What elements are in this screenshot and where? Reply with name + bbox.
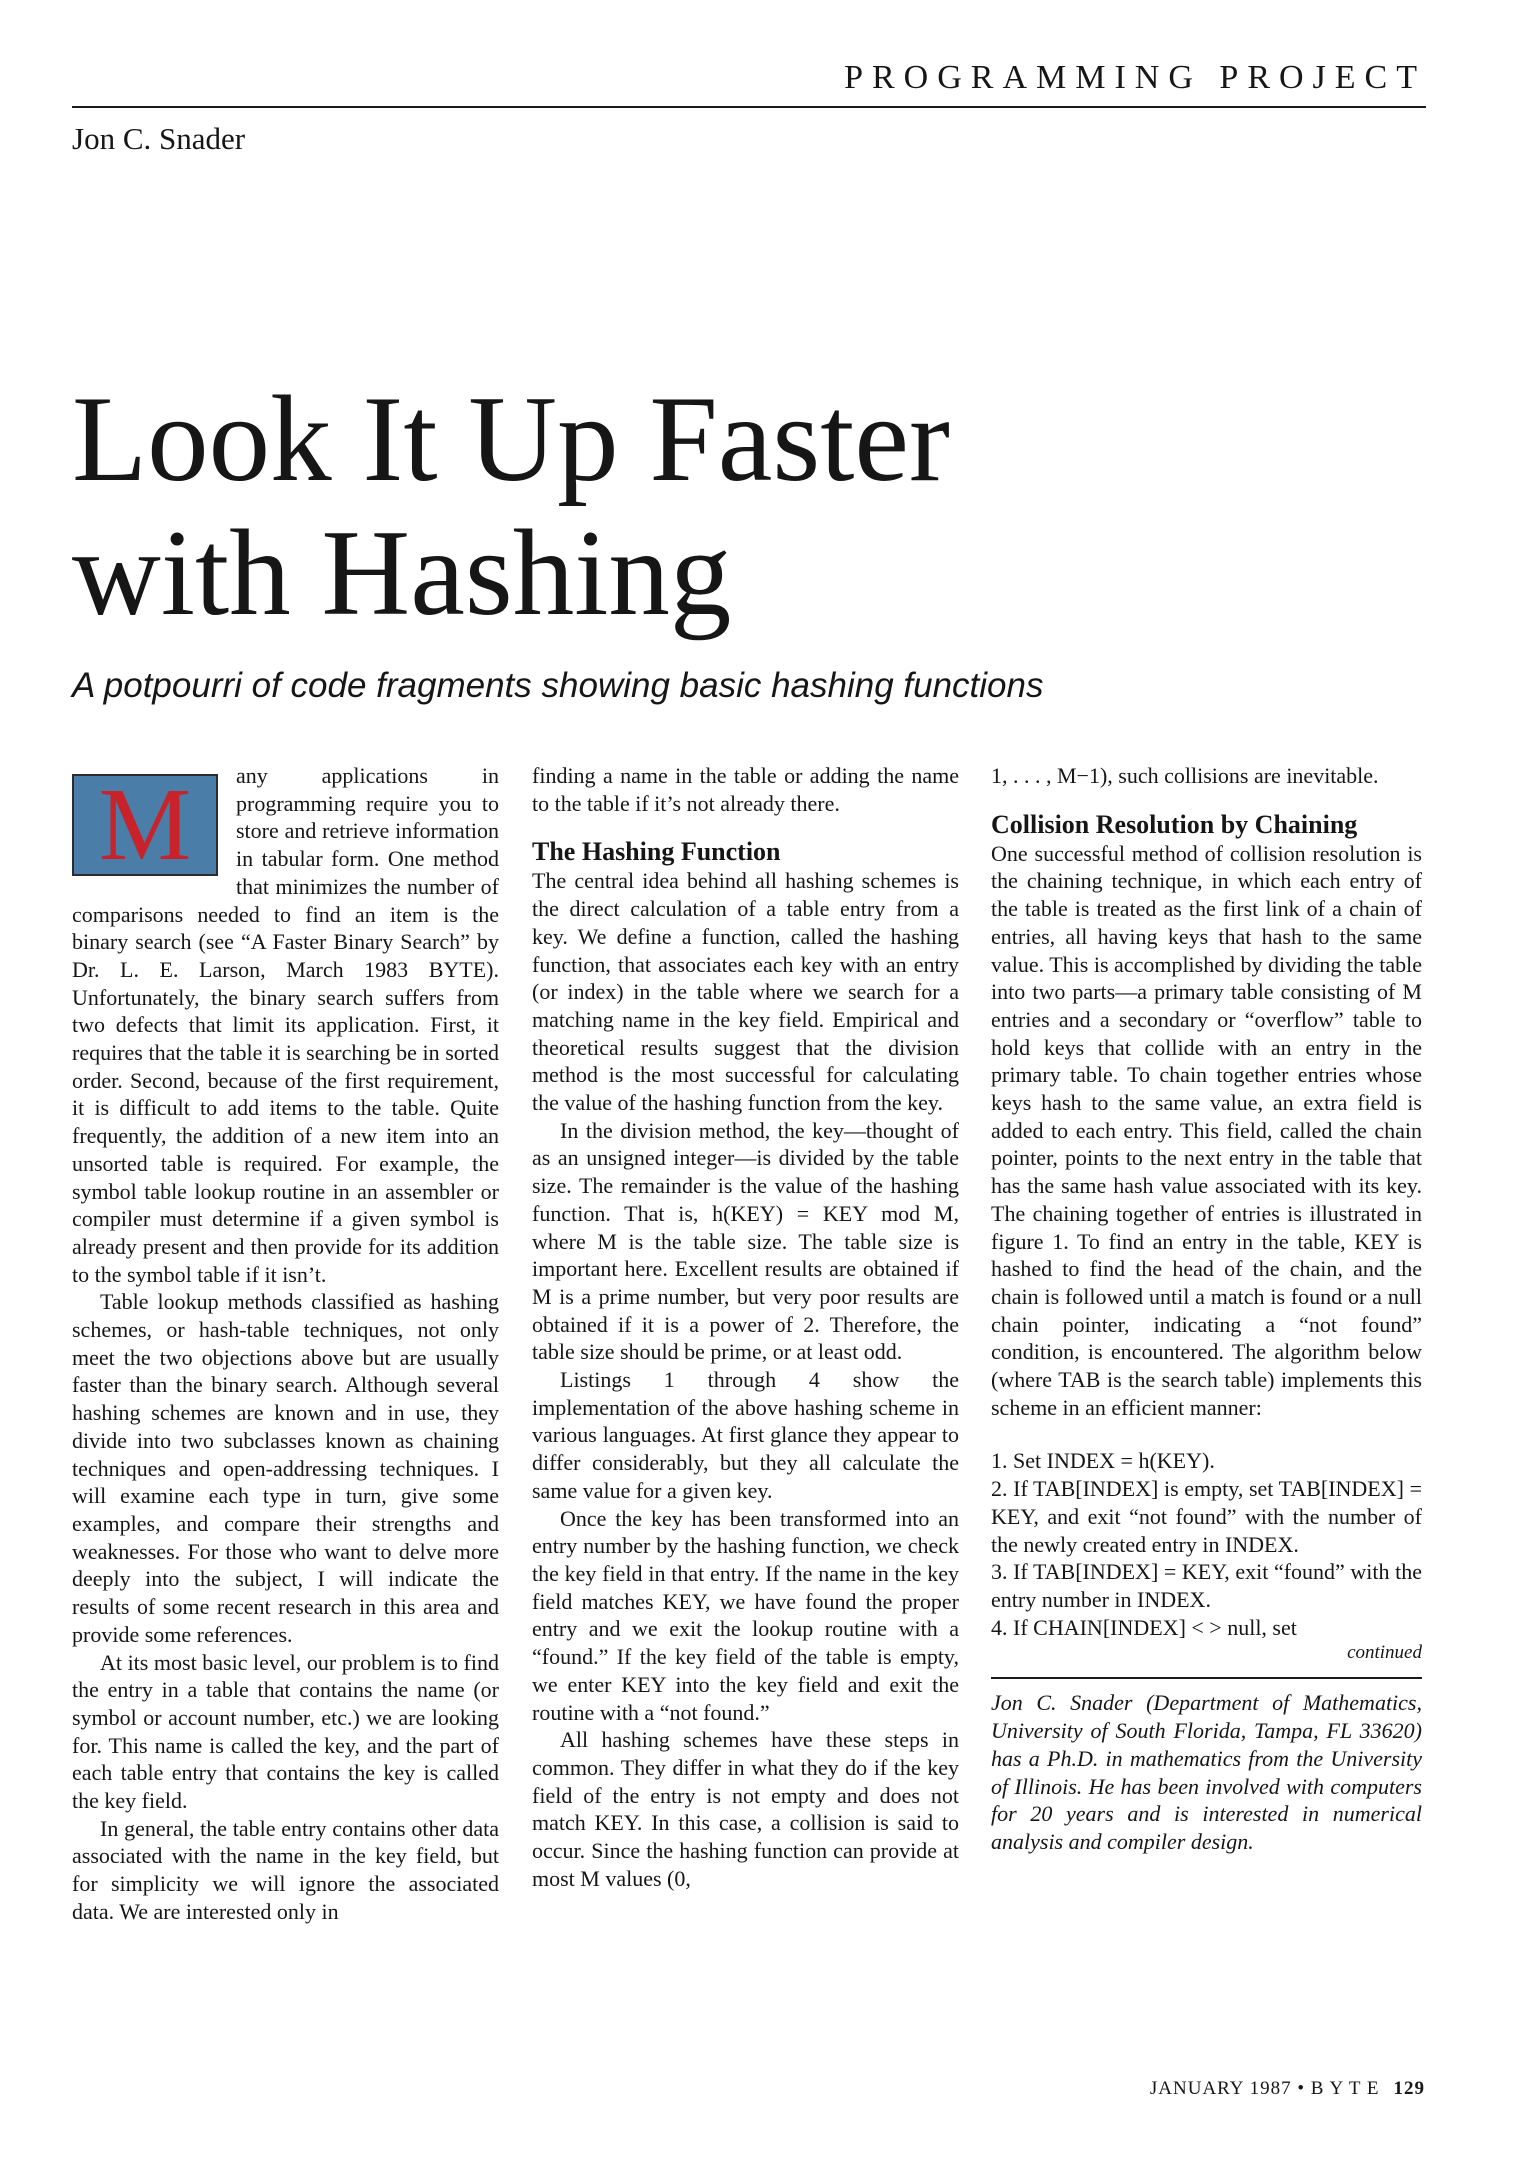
algorithm-step: 2. If TAB[INDEX] is empty, set TAB[INDEX] = KEY, and exit “not found” with the number of the newly created entry in INDEX.	[991, 1476, 1422, 1557]
section-header	[72, 56, 1426, 108]
column-2	[532, 762, 959, 1892]
paragraph: The central idea behind all hashing schemes is the direct calculation of a table entry from a key. We define a function, called the hashing function, that associates each key with an entry (or index) in the table where we search for a matching name in the key field. Empirical and theoretical results suggest that the division method is the most successful for calculating the value of the hashing function from the key.	[532, 868, 959, 1116]
footer-date-magazine: JANUARY 1987 • B Y T E	[1149, 2078, 1380, 2099]
paragraph: In general, the table entry contains other data associated with the name in the key field, but for simplicity we will ignore the associated data. We are interested only in	[72, 1815, 499, 1924]
column-1	[72, 762, 499, 1926]
paragraph: finding a name in the table or adding the name to the table if it’s not already there.	[532, 763, 959, 816]
algorithm-step: 3. If TAB[INDEX] = KEY, exit “found” with the entry number in INDEX.	[991, 1559, 1422, 1612]
paragraph: Once the key has been transformed into an entry number by the hashing function, we check the key field in that entry. If the name in the key field matches KEY, we have found the proper entry and we exit the lookup routine with a “found.” If the key field of the table is empty, we enter KEY into the key field and exit the routine with a “not found.”	[532, 1505, 959, 1725]
title-line-2: with Hashing	[72, 504, 732, 641]
paragraph: All hashing schemes have these steps in common. They differ in what they do if the key field of the entry is not empty and does not match KEY. In this case, a collision is said to occur. Since the hashing function can provide at most M values (0,	[532, 1727, 959, 1891]
section-heading-hashing-function: The Hashing Function	[532, 837, 781, 867]
page-footer	[1150, 2078, 1425, 2100]
paragraph: Table lookup methods classified as hashing schemes, or hash-table techniques, not only meet the two objections above but are usually faster than the binary search. Although several hashing schemes are known and in use, they divide into two subclasses known as chaining techniques and open-addressing techniques. I will examine each type in turn, give some examples, and compare their strengths and weaknesses. For those who want to delve more deeply into the subject, I will indicate the results of some recent research in this area and provide some references.	[72, 1289, 499, 1647]
article-title	[72, 372, 1372, 640]
paragraph: At its most basic level, our problem is to find the entry in a table that contains the name (or symbol or account number, etc.) we are looking for. This name is called the key, and the part of each table entry that contains the key is called the key field.	[72, 1649, 499, 1814]
paragraph: Listings 1 through 4 show the implementation of the above hashing scheme in various languages. At first glance they appear to differ considerably, but they all calculate the same value for a given key.	[532, 1367, 959, 1503]
bio-divider	[991, 1677, 1422, 1679]
author-name: Jon C. Snader	[72, 121, 246, 156]
article-subtitle: A potpourri of code fragments showing basic hashing functions	[72, 666, 1044, 705]
continued-note: continued	[1347, 1642, 1422, 1664]
paragraph: One successful method of collision resolution is the chaining technique, in which each entry of the table is treated as the first link of a chain of entries, all having keys that hash to the same value. This is accomplished by dividing the table into two parts—a primary table consisting of M entries and a secondary or “overflow” table to hold keys that collide with an entry in the primary table. To chain together entries whose keys hash to the same value, an extra field is added to each entry. This field, called the chain pointer, points to the next entry in the table that has the same hash value associated with its key. The chaining together of entries is illustrated in figure 1. To find an entry in the table, KEY is hashed to find the head of the chain, and the chain is followed until a match is found or a null chain pointer, indicating a “not found” condition, is encountered. The algorithm below (where TAB is the search table) implements this scheme in an efficient manner:	[991, 840, 1422, 1420]
section-heading-chaining: Collision Resolution by Chaining	[991, 809, 1358, 839]
title-line-1: Look It Up Faster	[72, 370, 950, 507]
algorithm-step: 1. Set INDEX = h(KEY).	[991, 1448, 1215, 1474]
page-number: 129	[1393, 2078, 1425, 2099]
algorithm-step: 4. If CHAIN[INDEX] < > null, set	[991, 1614, 1297, 1640]
section-label: PROGRAMMING PROJECT	[844, 59, 1426, 96]
author-bio: Jon C. Snader (Department of Mathematics, University of South Florida, Tampa, FL 33620) has a Ph.D. in mathematics from the University of Illinois. He has been involved with computers for 20 years and is interested in numerical analysis and compiler design.	[991, 1690, 1422, 1854]
paragraph: In the division method, the key—thought of as an unsigned integer—is divided by the table size. The remainder is the value of the hashing function. That is, h(KEY) = KEY mod M, where M is the table size. The table size is important here. Excellent results are obtained if M is a prime number, but very poor results are obtained if it is a power of 2. Therefore, the table size should be prime, or at least odd.	[532, 1117, 959, 1365]
drop-cap: M	[72, 774, 218, 876]
paragraph: 1, . . . , M−1), such collisions are inevitable.	[991, 763, 1379, 788]
algorithm-steps	[991, 1447, 1422, 1641]
column-3	[991, 762, 1422, 1856]
paragraph: any applications in programming require you to store and retrieve information in tabular form. One method that minimizes the number of comparisons needed to find an item is the binary search (see “A Faster Binary Search” by Dr. L. E. Larson, March 1983 BYTE). Unfortunately, the binary search suffers from two defects that limit its application. First, it requires that the table it is searching be in sorted order. Second, because of the first requirement, it is difficult to add items to the table. Quite frequently, the addition of a new item into an unsorted table is required. For example, the symbol table lookup routine in an assembler or compiler must determine if a given symbol is already present and then provide for its addition to the symbol table if it isn’t.	[72, 763, 499, 1287]
